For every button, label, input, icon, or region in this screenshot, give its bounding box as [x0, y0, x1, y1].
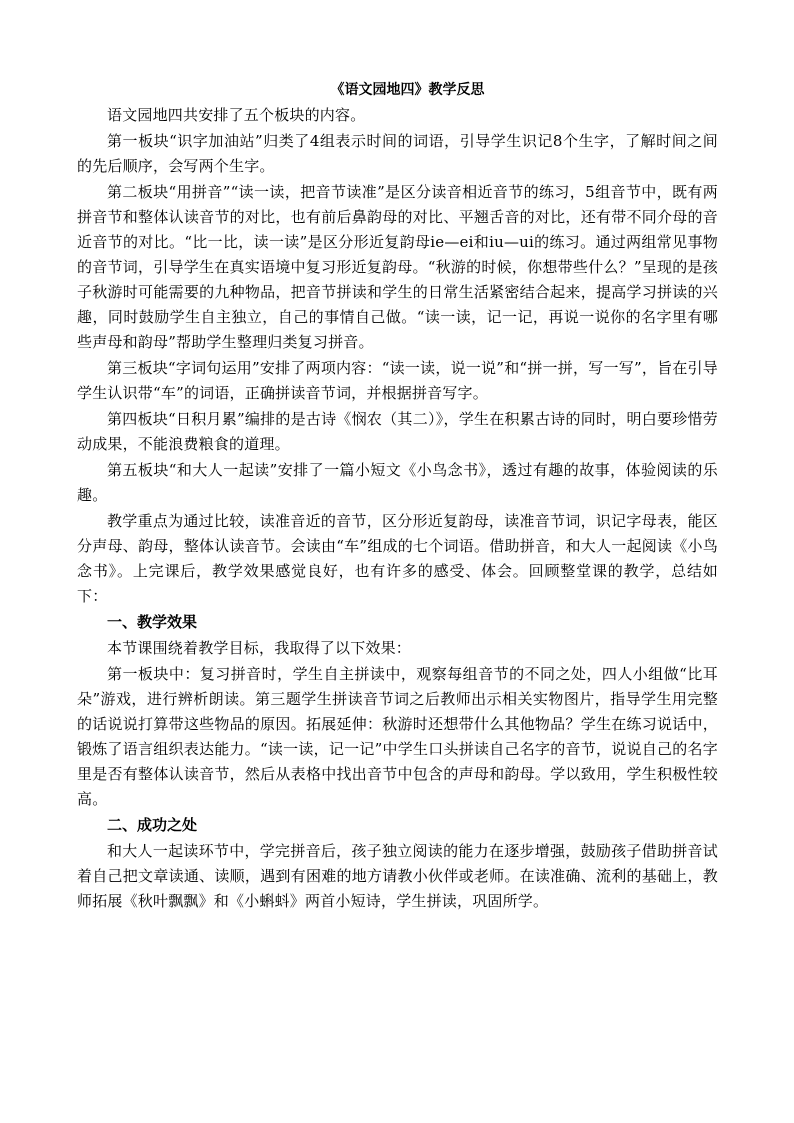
paragraph-board-3: 第三板块“字词句运用”安排了两项内容：“读一读，说一说”和“拼一拼，写一写”，旨在引导学生认识带“车”的词语，正确拼读音节词，并根据拼音写字。 [77, 359, 718, 402]
paragraph-board-5: 第五板块“和大人一起读”安排了一篇小短文《小鸟念书》，透过有趣的故事，体验阅读的乐趣。 [77, 461, 718, 504]
paragraph-teaching-focus: 教学重点为通过比较，读准音近的音节，区分形近复韵母，读准音节词，识记字母表，能区分声母、韵母，整体认读音节。会读由“车”组成的七个词语。借助拼音，和大人一起阅读《小鸟念书》。上完课后，教学效果感觉良好，也有许多的感受、体会。回顾整堂课的教学，总结如下： [77, 512, 718, 605]
paragraph-effect-detail: 第一板块中：复习拼音时，学生自主拼读中，观察每组音节的不同之处，四人小组做“比耳朵”游戏，进行辨析朗读。第三题学生拼读音节词之后教师出示相关实物图片，指导学生用完整的话说说打算带这些物品的原因。拓展延伸：秋游时还想带什么其他物品？学生在练习说话中，锻炼了语言组织表达能力。“读一读，记一记”中学生口头拼读自己名字的音节，说说自己的名字里是否有整体认读音节，然后从表格中找出音节中包含的声母和韵母。学以致用，学生积极性较高。 [77, 665, 718, 808]
section-heading-success: 二、成功之处 [107, 816, 198, 834]
paragraph-effect-intro: 本节课围绕着教学目标，我取得了以下效果： [107, 639, 412, 657]
intro-paragraph: 语文园地四共安排了五个板块的内容。 [107, 106, 366, 124]
paragraph-board-2: 第二板块“用拼音”“读一读，把音节读准”是区分读音相近音节的练习，5组音节中，既有两拼音节和整体认读音节的对比，也有前后鼻韵母的对比、平翘舌音的对比，还有带不同介母的音近音节的对比。“比一比，读一读”是区分形近复韵母ie—ei和iu—ui的练习。通过两组常见事物的音节词，引导学生在真实语境中复习形近复韵母。“秋游的时候，你想带些什么？”呈现的是孩子秋游时可能需要的九种物品，把音节拼读和学生的日常生活紧密结合起来，提高学习拼读的兴趣，同时鼓励学生自主独立，自己的事情自己做。“读一读，记一记，再说一说你的名字里有哪些声母和韵母”帮助学生整理归类复习拼音。 [77, 183, 718, 351]
paragraph-board-4: 第四板块“日积月累”编排的是古诗《悯农（其二）》，学生在积累古诗的同时，明白要珍惜劳动成果，不能浪费粮食的道理。 [77, 410, 718, 453]
paragraph-success-detail: 和大人一起读环节中，学完拼音后，孩子独立阅读的能力在逐步增强，鼓励孩子借助拼音试着自己把文章读通、读顺，遇到有困难的地方请教小伙伴或老师。在读准确、流利的基础上，教师拓展《秋叶飘飘》和《小蝌蚪》两首小短诗，学生拼读，巩固所学。 [77, 842, 718, 910]
document-title: 《语文园地四》教学反思 [330, 82, 485, 98]
section-heading-teaching-effect: 一、教学效果 [107, 613, 198, 631]
paragraph-board-1: 第一板块“识字加油站”归类了4组表示时间的词语，引导学生识记8个生字，了解时间之间的先后顺序，会写两个生字。 [77, 132, 718, 175]
